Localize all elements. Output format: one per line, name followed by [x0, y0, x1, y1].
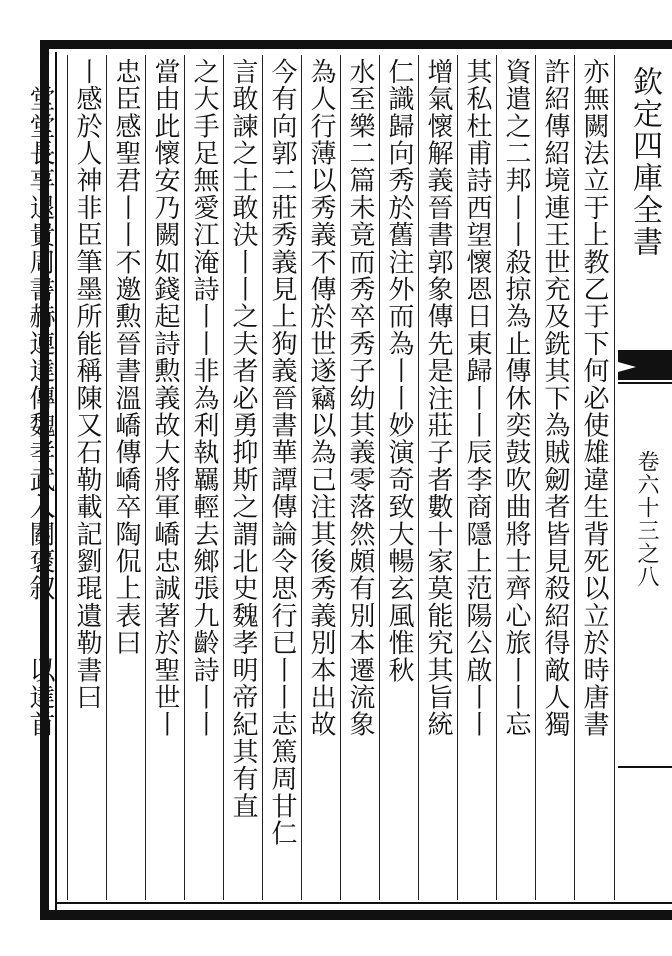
text-column-1: 亦無闕法立于上教乙于下何必使雄違生背死以立於時唐書 [579, 58, 609, 738]
column-rule [418, 55, 419, 900]
text-column-2: 許紹傳紹境連王世充及銑其下為賊劒者皆見殺紹得敵人獨 [540, 58, 570, 738]
frame-inner-bottom-line [55, 902, 672, 904]
text-column-6: 仁識歸向秀於舊注外而為丨丨妙演奇致大暢玄風惟秋 [384, 58, 414, 684]
column-rule [223, 55, 224, 900]
column-rule [145, 55, 146, 900]
column-rule [379, 55, 380, 900]
text-column-11: 之大手足無愛江淹詩丨丨非為利執羈輕去鄉張九齡詩丨丨 [189, 58, 219, 738]
column-rule [262, 55, 263, 900]
text-column-13: 忠臣感聖君丨丨不邀勲晉書溫嶠傳嶠卒陶侃上表曰 [111, 58, 141, 657]
column-rule [614, 55, 615, 900]
column-rule [106, 55, 107, 900]
column-rule [535, 55, 536, 900]
column-rule [301, 55, 302, 900]
column-rule [574, 55, 575, 900]
text-column-4: 其私杜甫詩西望懷恩日東歸丨丨辰李商隱上范陽公啟丨丨 [462, 58, 492, 738]
column-rule [340, 55, 341, 900]
text-column-10: 言敢諫之士敢決丨丨之夫者必勇抑斯之謂北史魏孝明帝紀其有直 [228, 58, 258, 820]
text-column-3: 資遣之二邦丨丨殺掠為止傳休奕鼓吹曲將士齊心旅丨丨忘 [501, 58, 531, 738]
frame-bottom-border [40, 910, 672, 920]
center-margin [618, 60, 672, 900]
text-column-9: 今有向郭二莊秀義見上狗義晉書華譚傳論令思行已丨丨志篤周甘仁 [267, 58, 297, 847]
text-column-14: 丨感於人神非臣筆墨所能稱陳又石勒載記劉琨遺勒書曰 [72, 58, 102, 711]
text-column-12: 當由此懷安乃闕如錢起詩勲義故大將軍嶠忠誠著於聖世丨 [150, 58, 180, 738]
column-rule [496, 55, 497, 900]
margin-rule [618, 382, 672, 384]
text-column-5: 增氣懷解義晉書郭象傳先是注莊子者數十家莫能究其旨統 [423, 58, 453, 738]
text-column-15: 丨堂堂長享退貴周書赫連達傳魏孝武入關褒叙丨丨以達首 [25, 58, 55, 738]
column-rule [457, 55, 458, 900]
text-column-7: 水至樂二篇未竟而秀卒秀子幼其義零落然頗有別本遷流象 [345, 58, 375, 738]
volume-label: 卷六十三之八 [634, 450, 659, 588]
text-column-8: 為人行薄以秀義不傳於世遂竊以為己注其後秀義別本出故 [306, 58, 336, 738]
frame-top-border [40, 40, 672, 49]
margin-rule [618, 766, 672, 768]
column-rule [67, 55, 68, 900]
book-title: 欽定四庫全書 [627, 66, 662, 258]
column-rule [184, 55, 185, 900]
